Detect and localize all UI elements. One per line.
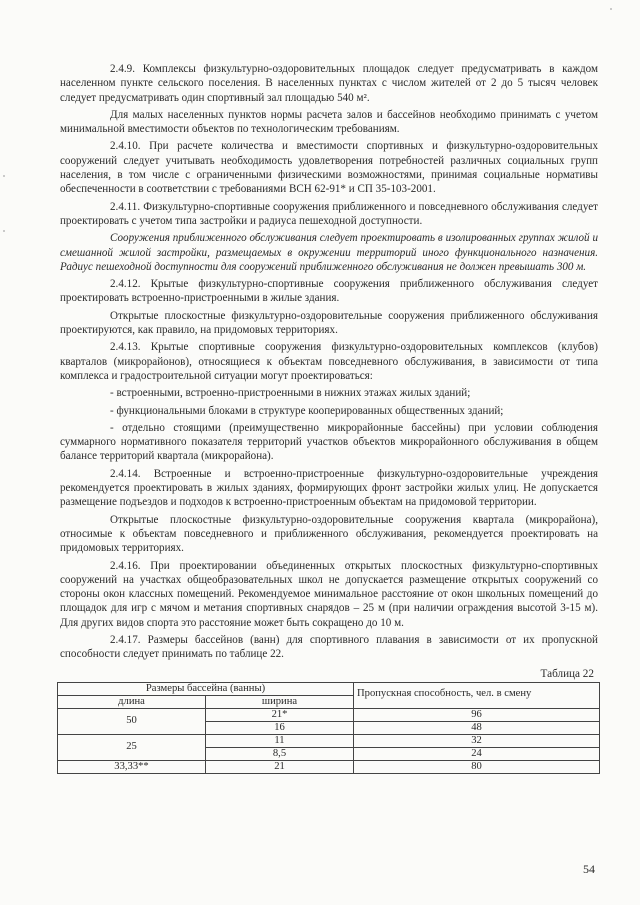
header-pool-size: Размеры бассейна (ванны) bbox=[58, 682, 354, 695]
cell-length: 25 bbox=[58, 734, 206, 760]
header-capacity: Пропускная способность, чел. в смену bbox=[354, 682, 600, 708]
paragraph-2-4-12: 2.4.12. Крытые физкультурно-спортивные сооружения приближенного обслуживания следует проектировать встроенно-пристроенными в жилые здания. bbox=[60, 278, 598, 305]
paragraph-small-settlements: Для малых населенных пунктов нормы расчета залов и бассейнов необходимо принимать с учетом минимальной вместимости объектов по технологическим требованиям. bbox=[60, 108, 598, 136]
table-header-row bbox=[58, 682, 600, 695]
cell-length: 50 bbox=[58, 708, 206, 734]
paragraph-close-service: Сооружения приближенного обслуживания следует проектировать в изолированных группах жилой и смешанной жилой застройки, размещаемых в окружении территорий иного функционального назначения. Радиус пешеходной доступности для сооружений приближенного обслуживания не должен превышать 300 м. bbox=[60, 232, 598, 273]
cell-width: 16 bbox=[206, 721, 354, 734]
header-length: длина bbox=[58, 695, 206, 708]
paragraph-open-flat: Открытые плоскостные физкультурно-оздоровительные сооружения приближенного обслуживания проектируются, как правило, на придомовых территориях. bbox=[60, 309, 598, 337]
table-caption: Таблица 22 bbox=[540, 667, 594, 680]
page-number: 54 bbox=[583, 862, 595, 876]
scan-speck bbox=[3, 230, 5, 232]
table-row bbox=[58, 734, 600, 747]
cell-width: 21 bbox=[206, 760, 354, 773]
cell-width: 11 bbox=[206, 734, 354, 747]
paragraph-2-4-17: 2.4.17. Размеры бассейнов (ванн) для спортивного плавания в зависимости от их пропускной способности следует принимать по таблице 22. bbox=[60, 633, 598, 661]
cell-length: 33,33** bbox=[58, 760, 206, 773]
header-width: ширина bbox=[206, 695, 354, 708]
paragraph-2-4-11: 2.4.11. Физкультурно-спортивные сооружения приближенного и повседневного обслуживания следует проектировать с учетом типа застройки и радиуса пешеходной доступности. bbox=[60, 200, 598, 227]
cell-width: 21* bbox=[206, 708, 354, 721]
paragraph-open-quarter: Открытые плоскостные физкультурно-оздоровительные сооружения квартала (микрорайона), относимые к объектам повседневного и приближенного обслуживания, рекомендуется проектировать на придомовых территориях. bbox=[60, 513, 598, 555]
paragraph-2-4-14: 2.4.14. Встроенные и встроенно-пристроенные физкультурно-оздоровительные учреждения рекомендуется проектировать в жилых зданиях, формирующих фронт застройки жилых улиц. Не допускается размещение подъездов и подходов к встроенно-пристроенным объектам на придомовой территории. bbox=[60, 467, 598, 509]
cell-capacity: 48 bbox=[354, 721, 600, 734]
table-row bbox=[58, 760, 600, 773]
cell-width: 8,5 bbox=[206, 747, 354, 760]
cell-capacity: 96 bbox=[354, 708, 600, 721]
list-item-built-in: - встроенными, встроенно-пристроенными в нижних этажах жилых зданий; bbox=[110, 387, 471, 400]
paragraph-2-4-16: 2.4.16. При проектировании объединенных открытых плоскостных физкультурно-спортивных сооружений на участках общеобразовательных школ не допускается размещение открытых сооружений со стороны окон классных помещений. Рекомендуемое минимальное расстояние от окон школьных помещений до площадок для игр с мячом и метания спортивных снарядов – 25 м (при наличии ограждения высотой 3-15 м). Для других видов спорта это расстояние может быть сокращено до 10 м. bbox=[60, 559, 598, 629]
paragraph-2-4-13: 2.4.13. Крытые спортивные сооружения физкультурно-оздоровительных комплексов (клубов) кварталов (микрорайонов), относящиеся к объектам повседневного обслуживания, в зависимости от типа комплекса и градостроительной ситуации могут проектироваться: bbox=[60, 341, 598, 382]
document-page bbox=[60, 62, 598, 774]
cell-capacity: 24 bbox=[354, 747, 600, 760]
paragraph-2-4-10: 2.4.10. При расчете количества и вместимости спортивных и физкультурно-оздоровительных сооружений следует учитывать необходимость удовлетворения потребностей различных социальных групп населения, в том числе с ограниченными физическими возможностями, принимая социальные нормативы обеспеченности в соответствии с требованиями ВСН 62-91* и СП 35-103-2001. bbox=[60, 140, 598, 196]
list-item-functional-blocks: - функциональными блоками в структуре кооперированных общественных зданий; bbox=[110, 404, 504, 417]
cell-capacity: 80 bbox=[354, 760, 600, 773]
scan-speck bbox=[3, 175, 5, 177]
paragraph-2-4-9: 2.4.9. Комплексы физкультурно-оздоровительных площадок следует предусматривать в каждом населенном пункте сельского поселения. В населенных пунктах с числом жителей от 2 до 5 тысяч человек следует предусматривать один спортивный зал площадью 540 м². bbox=[60, 63, 598, 104]
scan-speck bbox=[610, 8, 612, 10]
table-row bbox=[58, 708, 600, 721]
cell-capacity: 32 bbox=[354, 734, 600, 747]
list-item-standalone: - отдельно стоящими (преимущественно микрорайонные бассейны) при условии соблюдения суммарного нормативного показателя территорий участков объектов микрорайонного обслуживания в общем балансе территорий квартала (микрорайона). bbox=[60, 421, 598, 463]
pool-size-table bbox=[57, 682, 600, 774]
